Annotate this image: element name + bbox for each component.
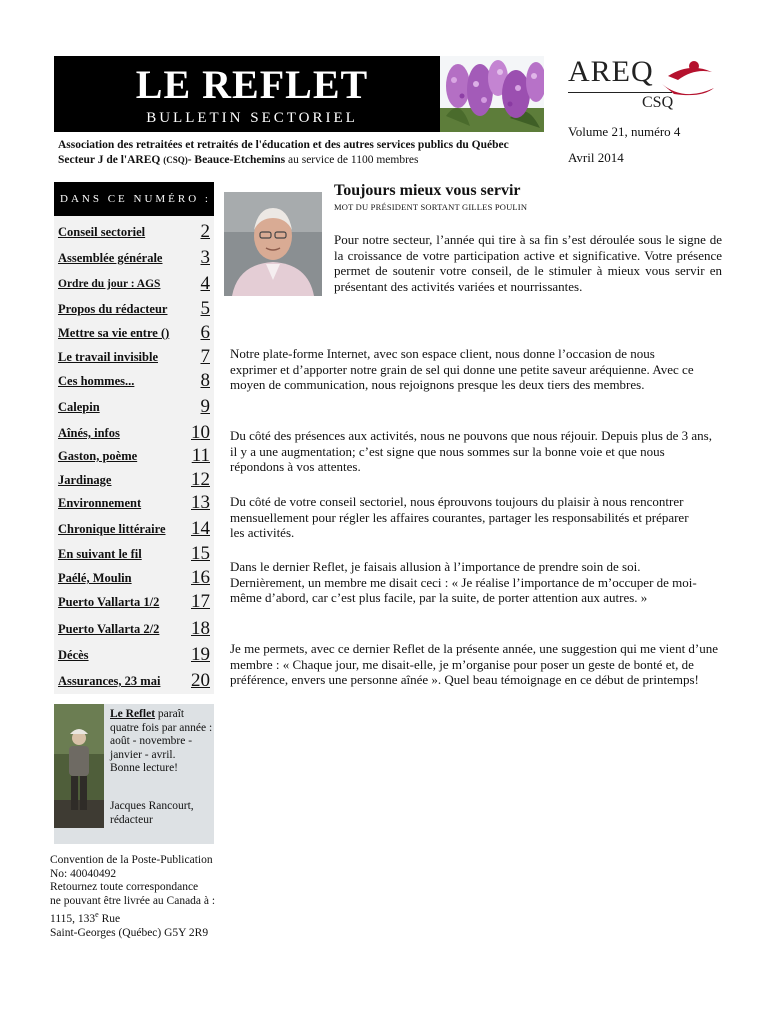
logo-swoosh-icon (654, 54, 722, 106)
lilac-flowers-image (440, 56, 544, 132)
toc-item-page: 11 (191, 445, 210, 466)
table-of-contents (54, 216, 214, 694)
toc-item-page: 16 (191, 567, 210, 588)
toc-item-page: 13 (191, 492, 210, 513)
masthead (54, 56, 544, 132)
toc-item[interactable] (58, 343, 214, 367)
toc-item[interactable] (58, 319, 214, 343)
toc-item-label: Puerto Vallarta 1/2 (58, 595, 160, 609)
article-byline: MOT DU PRÉSIDENT SORTANT GILLES POULIN (334, 202, 528, 212)
editor-note-text (110, 708, 214, 776)
president-photo (224, 192, 322, 296)
postal-undeliverable: ne pouvant être livrée au Canada à : (50, 894, 216, 907)
toc-header: DANS CE NUMÉRO : (54, 182, 214, 216)
toc-item[interactable] (58, 367, 214, 391)
publication-frequency: paraît quatre fois par année : août - novembre - janvier - avril. (110, 708, 213, 761)
toc-item[interactable] (58, 667, 214, 691)
toc-item-label: Paélé, Moulin (58, 571, 132, 585)
editor-photo (54, 704, 104, 828)
toc-item-label: En suivant le fil (58, 547, 142, 561)
issue-date: Avril 2014 (568, 150, 624, 165)
toc-item-page: 15 (191, 543, 210, 564)
toc-item[interactable] (58, 615, 214, 639)
toc-item-label: Propos du rédacteur (58, 302, 168, 316)
postal-street: 1115, 133e Rue (50, 910, 121, 926)
postal-info (50, 854, 250, 940)
toc-item-page: 19 (191, 644, 210, 665)
secteur-csq: (CSQ) (163, 155, 188, 165)
toc-item[interactable] (58, 393, 214, 417)
newsletter-name-link[interactable]: Le Reflet (110, 708, 156, 720)
postal-city: Saint-Georges (Québec) G5Y 2R9 (50, 926, 209, 939)
toc-item-page: 12 (191, 469, 210, 490)
toc-item-page: 8 (200, 370, 210, 391)
toc-item-page: 18 (191, 618, 210, 639)
toc-item-page: 6 (200, 322, 210, 343)
toc-item-label: Assemblée générale (58, 251, 163, 265)
newsletter-title: LE REFLET (135, 62, 369, 107)
secteur-suffix: au service de 1100 membres (285, 154, 419, 166)
postal-convention: Convention de la Poste-Publication (50, 854, 213, 866)
toc-item-label: Le travail invisible (58, 350, 158, 364)
toc-item-page: 9 (200, 396, 210, 417)
newsletter-subtitle: BULLETIN SECTORIEL (146, 110, 358, 126)
toc-item-label: Jardinage (58, 473, 112, 487)
toc-item-page: 3 (200, 247, 210, 268)
article-paragraph: Du côté de votre conseil sectoriel, nous éprouvons toujours du plaisir à nous rencontrer mensuellement pour régler les affaires courantes, partager les responsabilités et préparer les activités. (230, 494, 689, 541)
toc-item-label: Calepin (58, 400, 100, 414)
toc-item-page: 10 (191, 422, 210, 443)
toc-item-label: Ces hommes... (58, 374, 135, 388)
toc-item-label: Aînés, infos (58, 426, 120, 440)
toc-item[interactable] (58, 564, 214, 588)
toc-item-label: Environnement (58, 496, 142, 510)
toc-item-page: 7 (200, 346, 210, 367)
issue-volume: Volume 21, numéro 4 (568, 124, 681, 139)
article-paragraph: Pour notre secteur, l’année qui tire à sa fin s’est déroulée sous le signe de la croissance de votre participation active et significative. Votre présence permet de soutenir votre conseil, de le stimuler à mieux vous servir en présentant des activités variées et nourrissantes. (334, 232, 722, 294)
toc-item[interactable] (58, 442, 214, 466)
toc-item-page: 4 (200, 273, 210, 294)
toc-item[interactable] (58, 540, 214, 564)
postal-return: Retournez toute correspondance (50, 881, 199, 894)
article-title: Toujours mieux vous servir (334, 182, 521, 199)
toc-item[interactable] (58, 419, 214, 443)
toc-item[interactable] (58, 295, 214, 319)
toc-item-page: 17 (191, 591, 210, 612)
postal-number: No: 40040492 (50, 867, 117, 880)
editor-note-box (54, 704, 214, 844)
toc-item[interactable] (58, 641, 214, 665)
article-paragraph: Du côté des présences aux activités, nous ne pouvons que nous réjouir. Depuis plus de 3 ans, il y a une augmentation; c’est signe que nous sommes sur la bonne voie et que nous répondons à vos attentes. (230, 428, 712, 475)
toc-item[interactable] (58, 466, 214, 490)
secteur-region: - Beauce-Etchemins (187, 154, 286, 166)
toc-item-page: 14 (191, 518, 210, 539)
toc-item[interactable] (58, 588, 214, 612)
toc-item-page: 5 (200, 298, 210, 319)
closing-wish: Bonne lecture! (110, 762, 179, 774)
association-name: Association des retraitées et retraités de l'éducation et des autres services publics du Québec (58, 139, 509, 151)
toc-item[interactable] (58, 515, 214, 539)
toc-item-label: Gaston, poème (58, 449, 138, 463)
toc-item-label: Conseil sectoriel (58, 225, 146, 239)
article-paragraph: Dans le dernier Reflet, je faisais allusion à l’importance de prendre soin de soi. Dernièrement, un membre me disait ceci : « Je réalise l’importance de m’occuper de moi-même d’abord, car c’est plus facile, par la suite, de porter attention aux autres. » (230, 559, 697, 606)
toc-item[interactable] (58, 244, 214, 268)
toc-item-label: Mettre sa vie entre () (58, 326, 170, 340)
toc-item[interactable] (58, 489, 214, 513)
secteur-prefix: Secteur J de l'AREQ (58, 154, 164, 166)
toc-item-page: 2 (200, 221, 210, 242)
secteur-line (58, 153, 563, 168)
editor-signature: Jacques Rancourt, rédacteur (110, 800, 194, 826)
toc-item[interactable] (58, 218, 214, 242)
toc-item-page: 20 (191, 670, 210, 691)
toc-item-label: Puerto Vallarta 2/2 (58, 622, 160, 636)
logo-csq-text: CSQ (642, 94, 674, 111)
areq-logo (566, 54, 722, 116)
toc-item-label: Ordre du jour : AGS (58, 278, 161, 290)
article-paragraph: Je me permets, avec ce dernier Reflet de la présente année, une suggestion qui me vient d’une membre : « Chaque jour, me disait-elle, je m’organise pour poser un geste de bonté et, de préférence, envers une personne aînée ». Quel beau témoignage en ce début de printemps! (230, 641, 719, 688)
toc-item-label: Chronique littéraire (58, 522, 166, 536)
toc-item-label: Décès (58, 648, 89, 662)
toc-item-label: Assurances, 23 mai (58, 674, 161, 688)
toc-item[interactable] (58, 270, 214, 294)
logo-areq-text: AREQ (568, 55, 654, 88)
article-paragraph: Notre plate-forme Internet, avec son espace client, nous donne l’occasion de nous exprimer et d’apporter notre grain de sel qui donne une petite saveur aréquienne. Avec ce moyen de communication, nous rejoignons presque les deux tiers des membres. (230, 346, 694, 393)
